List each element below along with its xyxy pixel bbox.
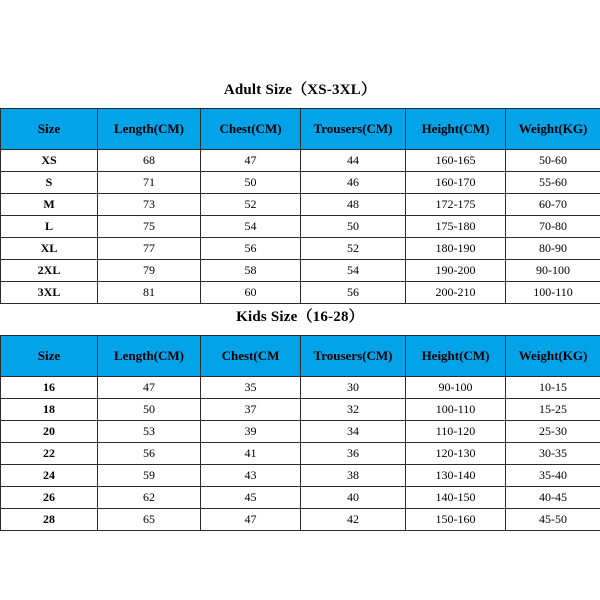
cell-length: 79 — [98, 260, 201, 282]
cell-chest: 60 — [201, 282, 301, 304]
column-header-length: Length(CM) — [98, 336, 201, 377]
cell-weight: 35-40 — [506, 465, 600, 487]
cell-trousers: 44 — [301, 150, 406, 172]
cell-size: M — [1, 194, 98, 216]
column-header-height: Height(CM) — [406, 109, 506, 150]
cell-length: 50 — [98, 399, 201, 421]
column-header-height: Height(CM) — [406, 336, 506, 377]
cell-trousers: 34 — [301, 421, 406, 443]
column-header-weight: Weight(KG) — [506, 336, 600, 377]
table-row — [1, 443, 600, 465]
table-row — [1, 150, 600, 172]
cell-length: 68 — [98, 150, 201, 172]
cell-weight: 80-90 — [506, 238, 600, 260]
cell-height: 130-140 — [406, 465, 506, 487]
adult-size-title: Adult Size（XS-3XL） — [223, 82, 377, 98]
kids-size-table — [0, 335, 600, 531]
cell-length: 59 — [98, 465, 201, 487]
cell-size: 24 — [1, 465, 98, 487]
cell-trousers: 42 — [301, 509, 406, 531]
column-header-size: Size — [1, 109, 98, 150]
cell-chest: 37 — [201, 399, 301, 421]
cell-size: S — [1, 172, 98, 194]
kids-size-title: Kids Size（16-28） — [236, 309, 364, 325]
table-row — [1, 399, 600, 421]
cell-weight: 30-35 — [506, 443, 600, 465]
kids-size-table-block — [0, 305, 600, 531]
cell-weight: 60-70 — [506, 194, 600, 216]
cell-trousers: 30 — [301, 377, 406, 399]
cell-length: 65 — [98, 509, 201, 531]
cell-height: 180-190 — [406, 238, 506, 260]
adult-table-header — [1, 109, 600, 150]
cell-trousers: 48 — [301, 194, 406, 216]
table-row — [1, 487, 600, 509]
cell-weight: 40-45 — [506, 487, 600, 509]
cell-chest: 50 — [201, 172, 301, 194]
cell-chest: 43 — [201, 465, 301, 487]
cell-weight: 100-110 — [506, 282, 600, 304]
cell-weight: 10-15 — [506, 377, 600, 399]
cell-size: XL — [1, 238, 98, 260]
cell-length: 81 — [98, 282, 201, 304]
table-row — [1, 282, 600, 304]
cell-chest: 35 — [201, 377, 301, 399]
cell-length: 73 — [98, 194, 201, 216]
cell-height: 90-100 — [406, 377, 506, 399]
cell-size: 2XL — [1, 260, 98, 282]
kids-table-header — [1, 336, 600, 377]
cell-weight: 90-100 — [506, 260, 600, 282]
cell-height: 100-110 — [406, 399, 506, 421]
adult-size-table — [0, 108, 600, 304]
cell-height: 160-165 — [406, 150, 506, 172]
table-row — [1, 172, 600, 194]
cell-height: 200-210 — [406, 282, 506, 304]
column-header-chest: Chest(CM — [201, 336, 301, 377]
cell-size: 16 — [1, 377, 98, 399]
cell-length: 71 — [98, 172, 201, 194]
column-header-trousers: Trousers(CM) — [301, 336, 406, 377]
cell-length: 75 — [98, 216, 201, 238]
table-header-row — [1, 336, 600, 377]
column-header-size: Size — [1, 336, 98, 377]
table-header-row — [1, 109, 600, 150]
cell-weight: 25-30 — [506, 421, 600, 443]
cell-length: 53 — [98, 421, 201, 443]
cell-weight: 55-60 — [506, 172, 600, 194]
cell-height: 140-150 — [406, 487, 506, 509]
adult-size-table-block — [0, 78, 600, 304]
cell-height: 150-160 — [406, 509, 506, 531]
column-header-weight: Weight(KG) — [506, 109, 600, 150]
cell-trousers: 52 — [301, 238, 406, 260]
cell-size: 18 — [1, 399, 98, 421]
cell-trousers: 40 — [301, 487, 406, 509]
cell-height: 120-130 — [406, 443, 506, 465]
cell-height: 190-200 — [406, 260, 506, 282]
cell-height: 160-170 — [406, 172, 506, 194]
cell-height: 110-120 — [406, 421, 506, 443]
cell-size: 26 — [1, 487, 98, 509]
table-row — [1, 421, 600, 443]
column-header-trousers: Trousers(CM) — [301, 109, 406, 150]
cell-trousers: 50 — [301, 216, 406, 238]
cell-chest: 41 — [201, 443, 301, 465]
cell-size: 28 — [1, 509, 98, 531]
cell-length: 47 — [98, 377, 201, 399]
table-row — [1, 194, 600, 216]
cell-length: 56 — [98, 443, 201, 465]
cell-trousers: 46 — [301, 172, 406, 194]
cell-chest: 54 — [201, 216, 301, 238]
cell-size: 3XL — [1, 282, 98, 304]
kids-table-body — [1, 377, 600, 531]
cell-chest: 56 — [201, 238, 301, 260]
table-row — [1, 216, 600, 238]
cell-trousers: 36 — [301, 443, 406, 465]
cell-chest: 39 — [201, 421, 301, 443]
cell-height: 172-175 — [406, 194, 506, 216]
cell-size: 20 — [1, 421, 98, 443]
column-header-length: Length(CM) — [98, 109, 201, 150]
cell-size: XS — [1, 150, 98, 172]
cell-chest: 47 — [201, 509, 301, 531]
cell-size: 22 — [1, 443, 98, 465]
adult-table-body — [1, 150, 600, 304]
cell-weight: 15-25 — [506, 399, 600, 421]
table-row — [1, 260, 600, 282]
cell-chest: 45 — [201, 487, 301, 509]
column-header-chest: Chest(CM) — [201, 109, 301, 150]
cell-chest: 52 — [201, 194, 301, 216]
cell-size: L — [1, 216, 98, 238]
table-row — [1, 509, 600, 531]
cell-trousers: 32 — [301, 399, 406, 421]
cell-height: 175-180 — [406, 216, 506, 238]
table-row — [1, 238, 600, 260]
cell-length: 77 — [98, 238, 201, 260]
cell-chest: 47 — [201, 150, 301, 172]
cell-weight: 70-80 — [506, 216, 600, 238]
cell-weight: 50-60 — [506, 150, 600, 172]
cell-chest: 58 — [201, 260, 301, 282]
cell-trousers: 56 — [301, 282, 406, 304]
table-row — [1, 465, 600, 487]
cell-trousers: 38 — [301, 465, 406, 487]
table-row — [1, 377, 600, 399]
cell-trousers: 54 — [301, 260, 406, 282]
cell-weight: 45-50 — [506, 509, 600, 531]
cell-length: 62 — [98, 487, 201, 509]
